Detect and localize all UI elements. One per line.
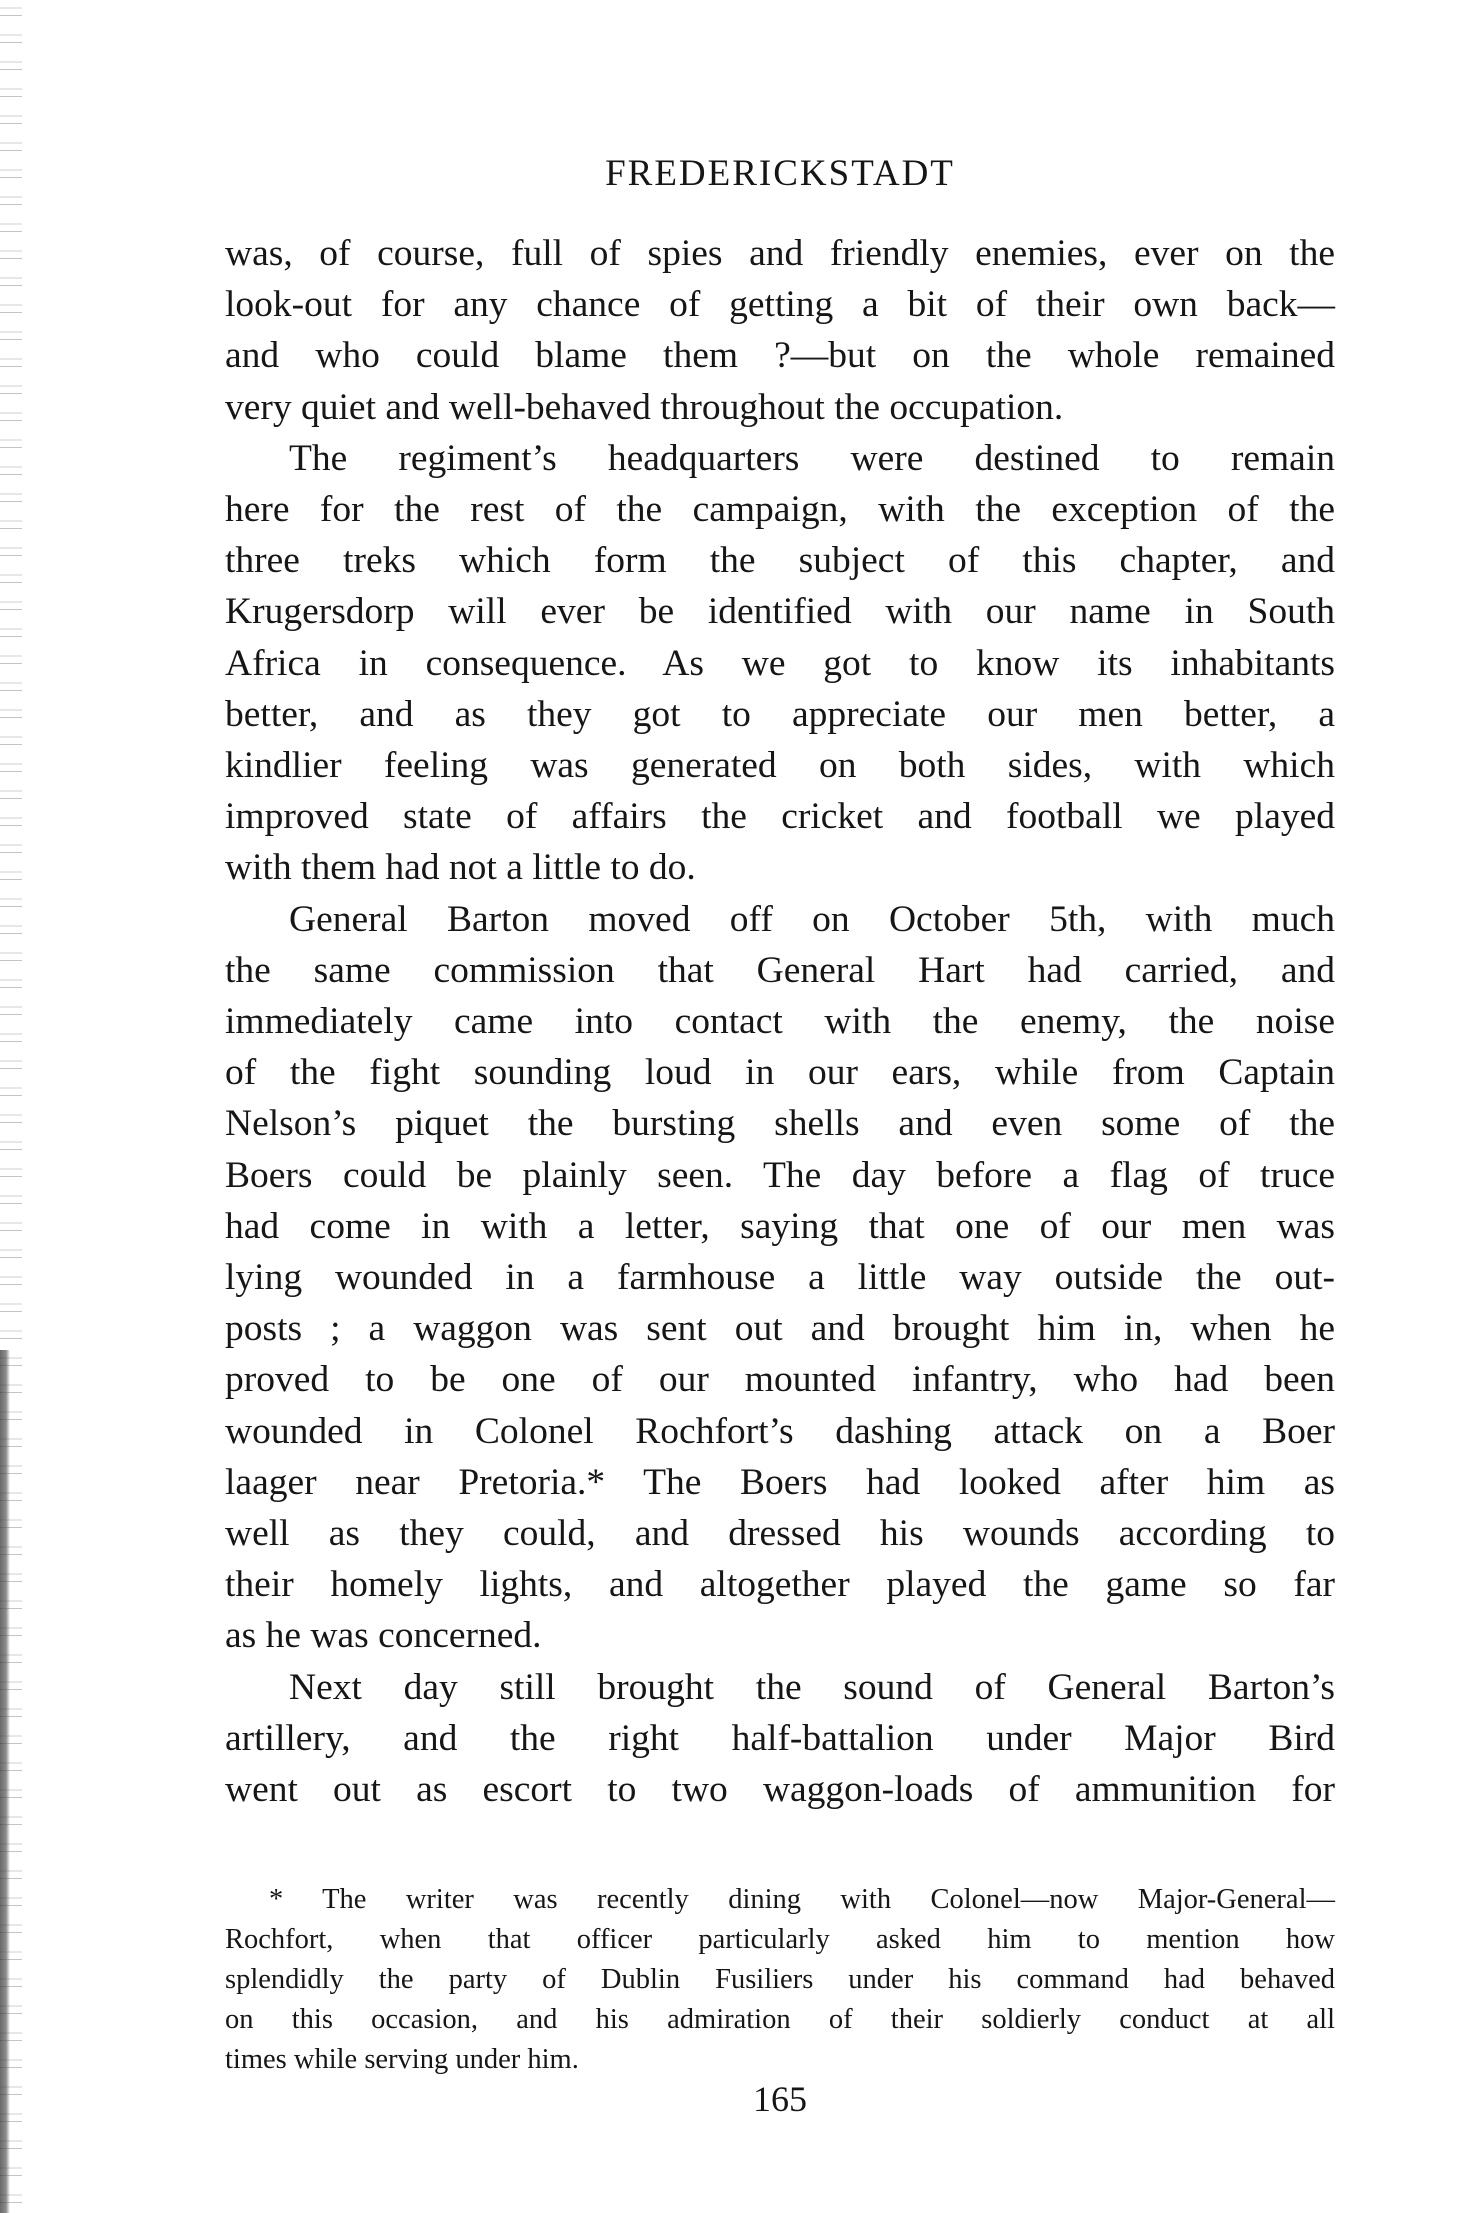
text-line: the same commission that General Hart had carried, and: [225, 949, 1335, 991]
footnote-line: splendidly the party of Dublin Fusiliers under his command had behaved: [225, 1964, 1335, 1995]
text-line: with them had not a little to do.: [225, 847, 696, 889]
text-line: three treks which form the subject of this chapter, and: [225, 540, 1335, 582]
footnote-line: on this occasion, and his admiration of their soldierly conduct at all: [225, 2004, 1335, 2035]
text-line: and who could blame them ?—but on the whole remained: [225, 335, 1335, 377]
text-line: better, and as they got to appreciate our men better, a: [225, 693, 1335, 735]
text-line: very quiet and well-behaved throughout the occupation.: [225, 386, 1064, 428]
text-line: Boers could be plainly seen. The day before a flag of truce: [225, 1154, 1335, 1196]
body-text: [225, 228, 1335, 1815]
footnote-line: * The writer was recently dining with Colonel—now Major-General—: [269, 1884, 1335, 1915]
text-line: Krugersdorp will ever be identified with our name in South: [225, 591, 1335, 633]
text-line: went out as escort to two waggon-loads of ammunition for: [225, 1769, 1335, 1811]
text-line: posts ; a waggon was sent out and brought him in, when he: [225, 1308, 1335, 1350]
text-line: immediately came into contact with the enemy, the noise: [225, 1001, 1335, 1043]
text-line: look-out for any chance of getting a bit of their own back—: [225, 284, 1335, 326]
text-line: improved state of affairs the cricket and football we played: [225, 796, 1335, 838]
text-line: lying wounded in a farmhouse a little way outside the out-: [225, 1257, 1335, 1299]
page-number: 165: [753, 2079, 807, 2119]
footnote: [225, 1880, 1335, 2080]
text-line: Africa in consequence. As we got to know its inhabitants: [225, 642, 1335, 684]
running-head: FREDERICKSTADT: [605, 153, 955, 194]
text-line: General Barton moved off on October 5th, with much: [289, 898, 1335, 940]
binding-shadow: [0, 1350, 10, 2213]
text-line: artillery, and the right half-battalion under Major Bird: [225, 1717, 1335, 1759]
text-line: well as they could, and dressed his wounds according to: [225, 1513, 1335, 1555]
text-line: The regiment’s headquarters were destined to remain: [289, 437, 1335, 479]
footnote-line: Rochfort, when that officer particularly asked him to mention how: [225, 1924, 1335, 1955]
text-line: proved to be one of our mounted infantry, who had been: [225, 1359, 1335, 1401]
text-line: kindlier feeling was generated on both sides, with which: [225, 745, 1335, 787]
text-line: had come in with a letter, saying that one of our men was: [225, 1205, 1335, 1247]
text-line: their homely lights, and altogether played the game so far: [225, 1564, 1335, 1606]
text-line: as he was concerned.: [225, 1615, 542, 1657]
text-line: was, of course, full of spies and friendly enemies, ever on the: [225, 233, 1335, 274]
text-line: wounded in Colonel Rochfort’s dashing attack on a Boer: [225, 1410, 1335, 1452]
text-line: Nelson’s piquet the bursting shells and even some of the: [225, 1103, 1335, 1145]
footnote-line: times while serving under him.: [225, 2044, 579, 2075]
text-line: laager near Pretoria.* The Boers had looked after him as: [225, 1461, 1335, 1503]
text-line: of the fight sounding loud in our ears, while from Captain: [225, 1052, 1335, 1094]
text-line: Next day still brought the sound of General Barton’s: [289, 1666, 1335, 1708]
text-line: here for the rest of the campaign, with the exception of the: [225, 489, 1335, 531]
